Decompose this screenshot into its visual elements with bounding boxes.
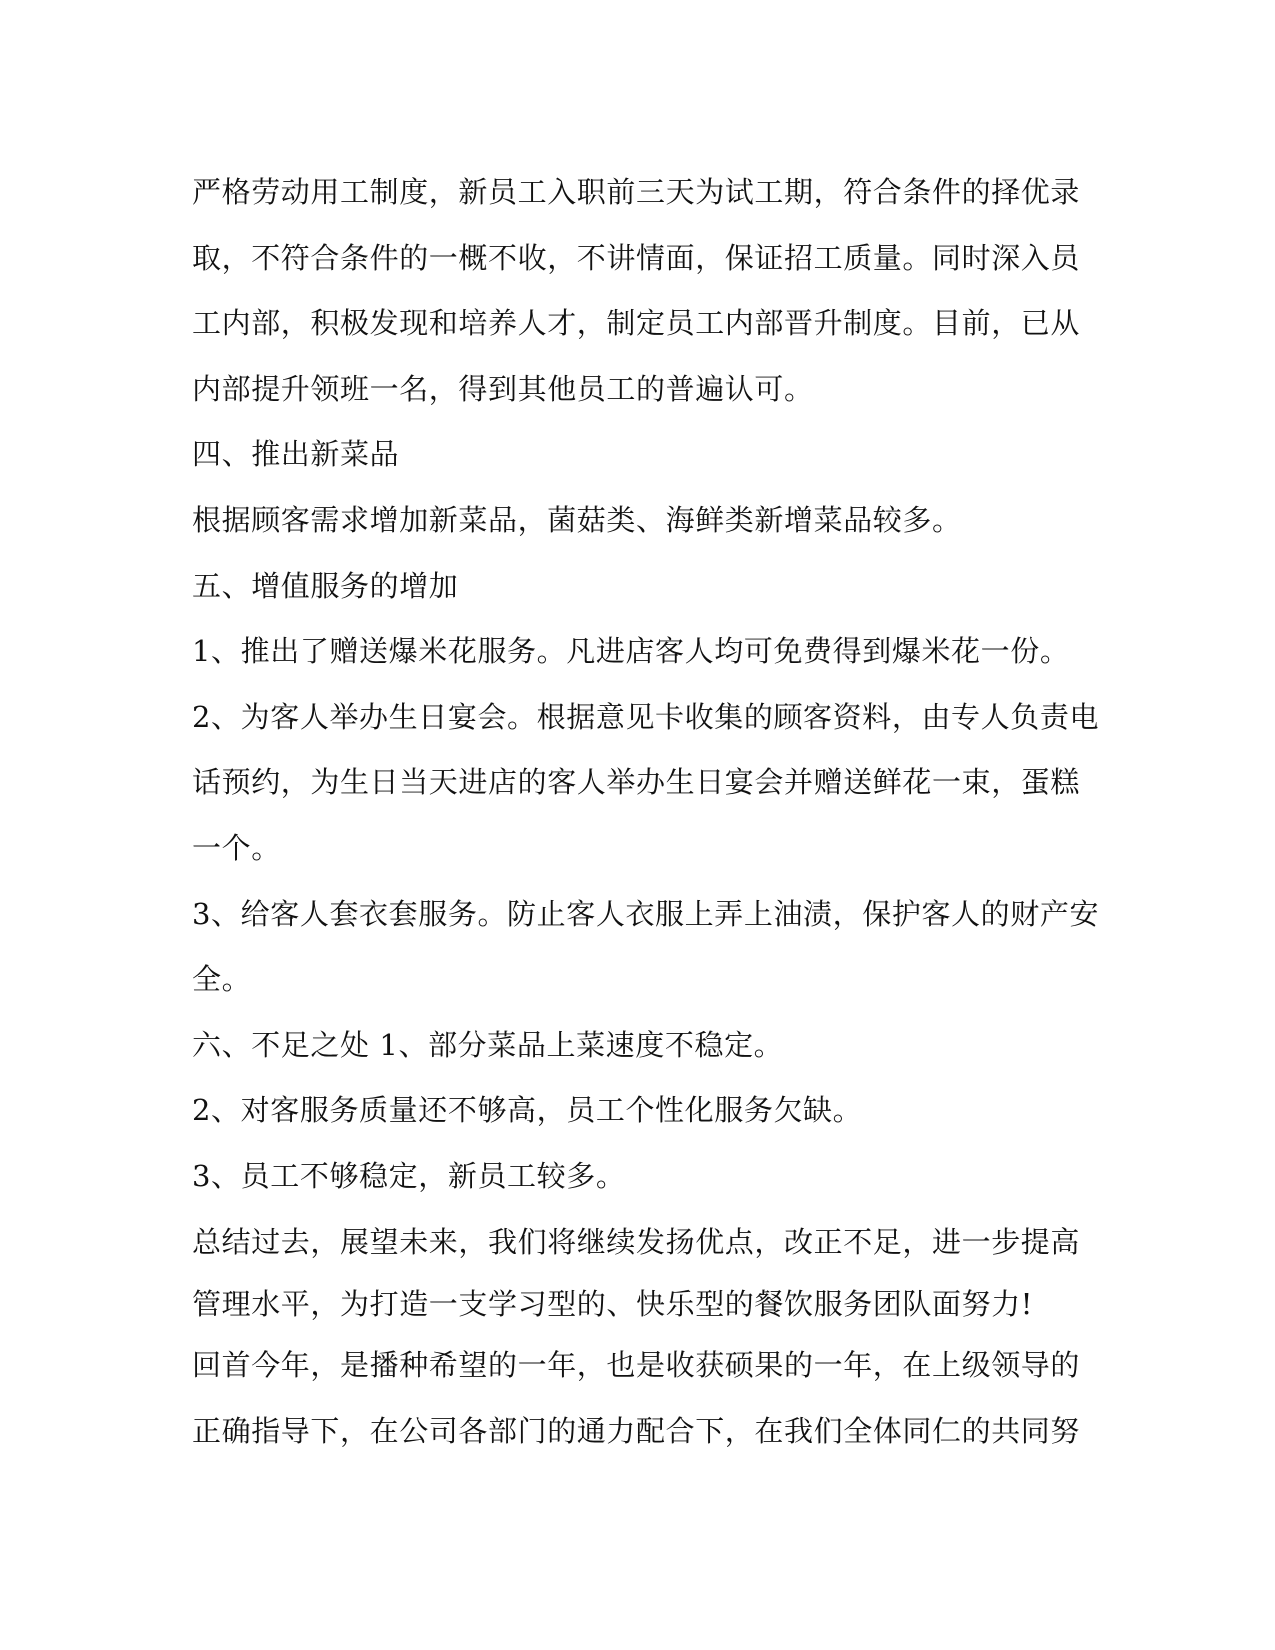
text-line: 一个。 — [192, 830, 281, 865]
text-line: 严格劳动用工制度，新员工入职前三天为试工期，符合条件的择优录 — [192, 175, 1081, 209]
text-line: 话预约，为生日当天进店的客人举办生日宴会并赠送鲜花一束，蛋糕 — [192, 765, 1081, 800]
text-line: 全。 — [192, 962, 252, 997]
text-line: 总结过去，展望未来，我们将继续发扬优点，改正不足，进一步提高 — [192, 1224, 1081, 1259]
text-line: 取，不符合条件的一概不收，不讲情面，保证招工质量。同时深入员 — [192, 240, 1081, 275]
list-item: 2、为客人举办生日宴会。根据意见卡收集的顾客资料，由专人负责电 — [192, 699, 1100, 734]
text-line: 正确指导下，在公司各部门的通力配合下，在我们全体同仁的共同努 — [192, 1413, 1081, 1448]
list-item: 3、给客人套衣套服务。防止客人衣服上弄上油渍，保护客人的财产安 — [192, 896, 1100, 931]
list-item: 1、推出了赠送爆米花服务。凡进店客人均可免费得到爆米花一份。 — [192, 634, 1070, 669]
text-line: 工内部，积极发现和培养人才，制定员工内部晋升制度。目前，已从 — [192, 306, 1081, 341]
section-heading: 六、不足之处 1、部分菜品上菜速度不稳定。 — [192, 1027, 784, 1062]
document-body — [192, 160, 1100, 1464]
list-item: 3、员工不够稳定，新员工较多。 — [192, 1158, 626, 1193]
section-heading: 五、增值服务的增加 — [192, 568, 459, 603]
text-line: 根据顾客需求增加新菜品，菌菇类、海鲜类新增菜品较多。 — [192, 502, 962, 537]
list-item: 2、对客服务质量还不够高，员工个性化服务欠缺。 — [192, 1093, 863, 1128]
text-line: 管理水平，为打造一支学习型的、快乐型的餐饮服务团队面努力! — [192, 1287, 1034, 1322]
text-line: 内部提升领班一名，得到其他员工的普遍认可。 — [192, 371, 814, 406]
section-heading: 四、推出新菜品 — [192, 437, 400, 472]
text-line: 回首今年，是播种希望的一年，也是收获硕果的一年，在上级领导的 — [192, 1348, 1081, 1383]
